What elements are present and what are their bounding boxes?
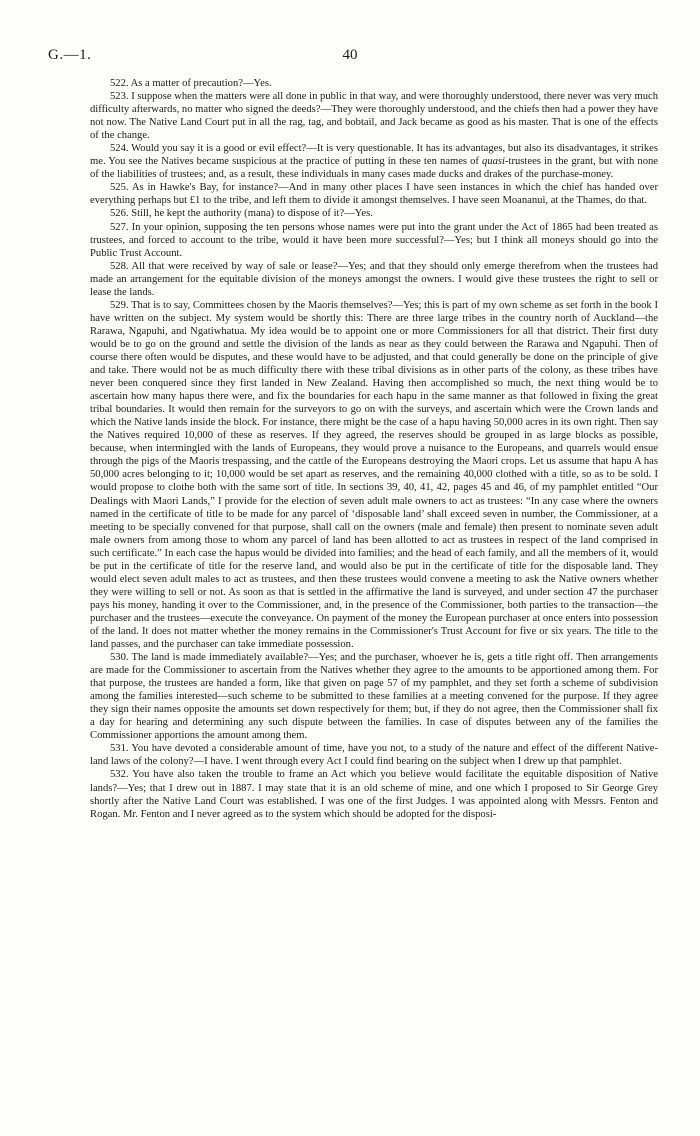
paragraph-523: 523. I suppose when the matters were all done in public in that way, and were thoroughly understood, there never was very much difficulty afterwards, no matter who signed the deeds?—They were thoroughly understood, and the chiefs then had a power they have not now. The Native Land Court put in all the rag, tag, and bobtail, and Jack became as good as his master. That is one of the effects of the change. xyxy=(90,91,658,142)
paragraph-530: 530. The land is made immediately available?—Yes; and the purchaser, whoever he is, gets a title right off. Then arrangements are made for the Commissioner to ascertain from the Natives whether they agree to the amounts to be apportioned among them. For that purpose, the trustees are handed a form, like that given on page 57 of my pamphlet, and they set forth a scheme of subdivision among the families interested—such scheme to be submitted to these families at a meeting convened for the purpose. If they agree they sign their names opposite the amounts set down respectively for them; but, if they do not agree, then the Commissioner shall fix a day for hearing and determining any such dispute between the families. In case of disputes between any of the families the Commissioner apportions the amount among them. xyxy=(90,652,658,742)
paragraph-524: 524. Would you say it is a good or evil effect?—It is very questionable. It has its advantages, but also its disadvantages, it strikes me. You see the Natives became suspicious at the practice of putting in these ten names of quasi-trustees in the grant, but with none of the liabilities of trustees; and, as a result, these individuals in many cases made ducks and drakes of the purchase-money. xyxy=(90,143,658,181)
document-body xyxy=(90,77,658,821)
paragraph-532: 532. You have also taken the trouble to frame an Act which you believe would facilitate the equitable disposition of Native lands?—Yes; that I drew out in 1887. I may state that it is an old scheme of mine, and one which I proposed to Sir George Grey shortly after the Native Land Court was established. I was one of the first Judges. I was appointed along with Messrs. Fenton and Rogan. Mr. Fenton and I never agreed as to the system which should be adopted for the disposi- xyxy=(90,769,658,820)
italic-term: quasi xyxy=(482,156,505,168)
page-number: 40 xyxy=(342,47,358,63)
paragraph-527: 527. In your opinion, supposing the ten persons whose names were put into the grant under the Act of 1865 had been treated as trustees, and forced to account to the tribe, would it have been more successful?—Yes; but I think all moneys should go into the Public Trust Account. xyxy=(90,221,658,259)
document-code: G.—1. xyxy=(48,47,92,63)
paragraph-526: 526. Still, he kept the authority (mana) to dispose of it?—Yes. xyxy=(110,208,373,220)
paragraph-528: 528. All that were received by way of sale or lease?—Yes; and that they should only emerge therefrom when the trustees had made an arrangement for the equitable division of the moneys amongst the owners. I would give these trustees the right to sell or lease the lands. xyxy=(90,260,658,298)
paragraph-522: 522. As a matter of precaution?—Yes. xyxy=(110,78,272,89)
paragraph-529: 529. That is to say, Committees chosen by the Maoris themselves?—Yes; this is part of my own scheme as set forth in the book I have written on the subject. My system would be shortly this: There are three large tribes in the country north of Auckland—the Rarawa, Ngapuhi, and Ngatiwhatua. My idea would be to appoint one or more Commissioners for all that district. Their first duty would be to go on the ground and settle the division of the lands as near as they could between the Rarawa and Ngapuhi. Then of course there often would be disputes, and these would have to be adjusted, and that could generally be done on the principle of give and take. There would not be as much difficulty there with these tribal divisions as in other parts of the colony, as these tribes have never been conquered since they first landed in New Zealand. Having then accomplished so much, the next thing would be to ascertain how many hapus there were, and fix the boundaries for each hapu in the same manner as that followed in fixing the great tribal boundaries. It would then remain for the surveyors to go on with the surveys, and ascertain which were the Crown lands and which the Native lands inside the block. For instance, there might be the case of a hapu having 50,000 acres in its own right. Then say the Natives required 10,000 of these as reserves. If they agreed, the reserves should be grouped in as large blocks as possible, because, when intermingled with the lands of Europeans, they would prove a nuisance to the Europeans, and quarrels would ensue through the pigs of the Maoris trespassing, and the cattle of the Europeans destroying the Maori crops. Let us assume that hapu A has 50,000 acres belonging to it; 10,000 would be set apart as reserves, and the remaining 40,000 clothed with a title, so as to be sold. I would propose to clothe both with the same sort of title. In sections 39, 40, 41, 42, pages 45 and 46, of my pamphlet entitled “Our Dealings with Maori Lands,” I provide for the election of seven adult male owners to act as trustees: “In any case where the owners named in the certificate of title to be made for any parcel of ‘disposable land’ shall exceed seven in number, the Commissioner, at a meeting to be specially convened for that purpose, shall call on the owners (male and female) then present to nominate seven adult male owners from among those to whom any parcel of land has been allotted to act as trustees in respect of the land comprised in such certificate.” In each case the hapus would be divided into families; and the head of each family, and all the members of it, would be put in the certificate of title for the reserve land, and would also be put in the certificate of title for the disposable land. They would elect seven adult males to act as trustees, and then these trustees would convene a meeting to ask the Native owners whether they were willing to sell or not. As soon as that is settled in the affirmative the land is surveyed, and under section 47 the purchaser pays his money, handing it over to the Commissioner, and, in the presence of the Commissioner, both parties to the transaction—the purchaser and the trustees—execute the conveyance. On payment of the money the European purchaser at once enters into possession of the land. It does not matter whether the money remains in the Commissioner's Trust Account for five or six years. The title to the land passes, and the purchaser can take immediate possession. xyxy=(90,299,658,651)
paragraph-525: 525. As in Hawke's Bay, for instance?—And in many other places I have seen instances in which the chief has handed over everything perhaps but £1 to the tribe, and left them to divide it amongst themselves. I have seen Moananui, at the Thames, do that. xyxy=(90,182,658,207)
paragraph-531: 531. You have devoted a considerable amount of time, have you not, to a study of the nature and effect of the different Native-land laws of the colony?—I have. I went through every Act I could find bearing on the subject when I drew up that pamphlet. xyxy=(90,743,658,768)
